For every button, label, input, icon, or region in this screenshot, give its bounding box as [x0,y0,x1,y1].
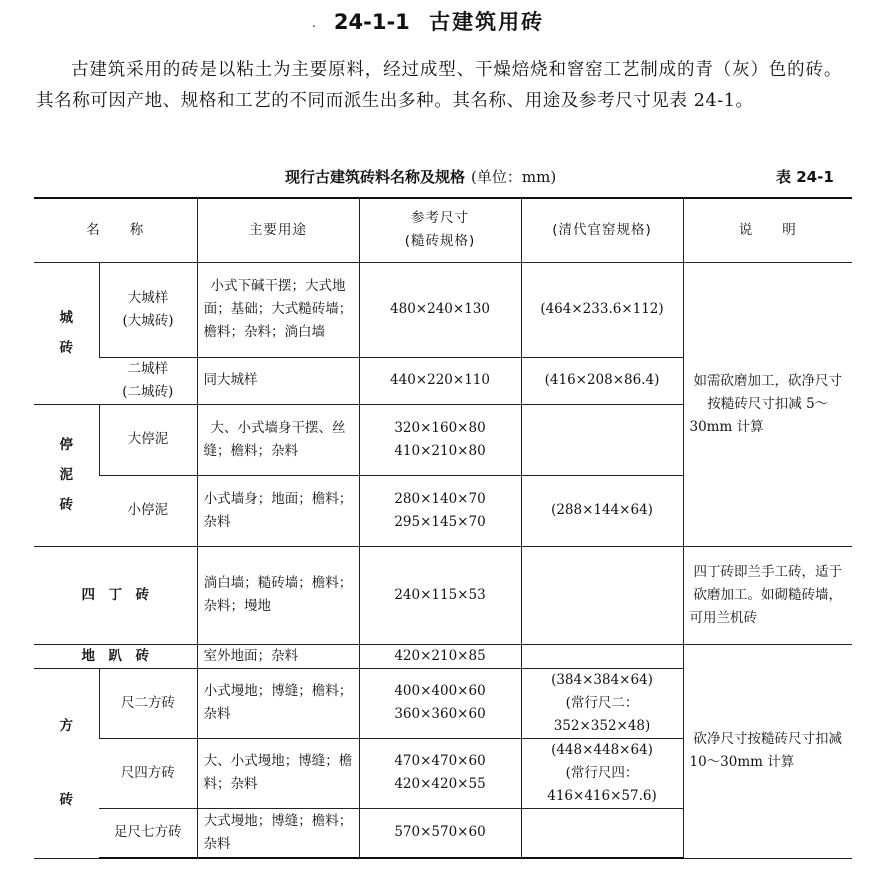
name-dacheng-line1: 大城样 [127,289,169,306]
table-caption [285,166,556,187]
category-tingni-char2: 泥 [59,467,73,483]
intro-text: 古建筑采用的砖是以粘土为主要原料，经过成型、干燥焙烧和窨窑工艺制成的青（灰）色的砖。其名称可因产地、规格和工艺的不同而派生出多种。其名称、用途及参考尺寸见表 24-1。 [36,60,842,111]
use-siding: 淌白墙；糙砖墙；檐料；杂料；墁地 [197,546,359,644]
use-datingni: 大、小式墙身干摆、丝缝；檐料；杂料 [197,404,359,475]
size-ercheng: 440×220×110 [359,357,521,404]
note-cheng: 如需砍磨加工，砍净尺寸按糙砖尺寸扣减 5～30mm 计算 [683,262,852,546]
category-fang-char1: 方 [59,718,73,734]
brick-spec-table [34,197,852,859]
size-xiaotingni-2: 295×145×70 [394,513,486,530]
category-tingni [34,404,99,546]
size-chier-1: 400×400×60 [394,683,486,699]
category-tingni-char3: 砖 [59,497,73,513]
use-chier: 小式墁地；博缝；檐料；杂料 [197,668,359,738]
use-xiaotingni: 小式墙身；地面；檐料；杂料 [197,475,359,546]
section-title: 古建筑用砖 [429,10,545,34]
size-chier [359,668,521,738]
name-dacheng-line2: (大城砖) [122,312,174,329]
size-xiaotingni-1: 280×140×70 [394,490,486,507]
intro-paragraph [36,55,842,117]
qing-chier-2: (常行尺二： [565,694,639,711]
qing-chisi-1: (448×448×64) [551,741,653,758]
note-siding: 四丁砖即兰手工砖，适于砍磨加工。如砌糙砖墙，可用兰机砖 [683,546,852,644]
use-dipa: 室外地面；杂料 [197,644,359,668]
use-dacheng: 小式下碱干摆；大式地面；基础；大式糙砖墙；檐料；杂料；淌白墙 [197,262,359,357]
qing-dacheng: (464×233.6×112) [521,262,683,357]
size-siding: 240×115×53 [359,546,521,644]
table-row [34,262,852,357]
size-dipa: 420×210×85 [359,644,521,668]
qing-zuchiqi [521,808,683,858]
name-zuchiqi: 足尺七方砖 [99,808,197,858]
use-chisi: 大、小式墁地；博缝；檐料；杂料 [197,738,359,808]
qing-chier [521,668,683,738]
table-caption-text: 现行古建筑砖料名称及规格 [285,168,466,186]
category-cheng-char1: 城 [59,310,73,326]
header-use: 主要用途 [197,198,359,262]
use-ercheng: 同大城样 [197,357,359,404]
table-header-row [34,198,852,262]
size-chier-2: 360×360×60 [394,706,486,722]
header-size-line1: 参考尺寸 [411,210,469,227]
qing-datingni [521,404,683,475]
header-note: 说 明 [683,198,852,262]
name-ercheng-line2: (二城砖) [122,383,174,400]
table-unit: (单位：mm) [471,168,557,186]
header-size-line2: (糙砖规格) [404,233,476,250]
qing-chisi-3: 416×416×57.6) [547,787,657,804]
category-fang [34,668,99,858]
category-tingni-char1: 停 [59,437,73,453]
size-dacheng: 480×240×130 [359,262,521,357]
category-cheng-char2: 砖 [59,340,73,356]
name-ercheng-line1: 二城样 [127,360,168,377]
table-row [34,644,852,668]
size-chisi-1: 470×470×60 [394,753,486,769]
name-siding: 四 丁 砖 [34,546,197,644]
name-chisi: 尺四方砖 [99,738,197,808]
qing-chisi [521,738,683,808]
size-datingni-2: 410×210×80 [394,442,486,459]
qing-xiaotingni: (288×144×64) [521,475,683,546]
header-qing: (清代官窑规格) [521,198,683,262]
name-dipa: 地 趴 砖 [34,644,197,668]
qing-chisi-2: (常行尺四： [565,764,639,781]
name-xiaotingni: 小停泥 [99,475,197,546]
use-zuchiqi: 大式墁地；博缝；檐料；杂料 [197,808,359,858]
qing-ercheng: (416×208×86.4) [521,357,683,404]
qing-dipa [521,644,683,668]
qing-chier-1: (384×384×64) [551,671,653,688]
size-datingni-1: 320×160×80 [394,419,486,436]
header-name: 名 称 [34,198,197,262]
note-fang: 砍净尺寸按糙砖尺寸扣减 10～30mm 计算 [683,644,852,858]
size-xiaotingni [359,475,521,546]
category-fang-char2: 砖 [59,792,73,808]
name-datingni: 大停泥 [99,404,197,475]
qing-siding [521,546,683,644]
section-number: 24-1-1 [333,10,410,34]
category-cheng [34,262,99,404]
section-bullet: . [312,16,316,30]
section-heading [0,6,878,36]
table-number: 表 24-1 [776,168,834,186]
size-zuchiqi: 570×570×60 [359,808,521,858]
header-size [359,198,521,262]
table-row [34,546,852,644]
qing-chier-3: 352×352×48) [553,717,651,734]
name-chier: 尺二方砖 [99,668,197,738]
name-dacheng [99,262,197,357]
size-chisi-2: 420×420×55 [394,776,486,792]
size-chisi [359,738,521,808]
size-datingni [359,404,521,475]
name-ercheng [99,357,197,404]
